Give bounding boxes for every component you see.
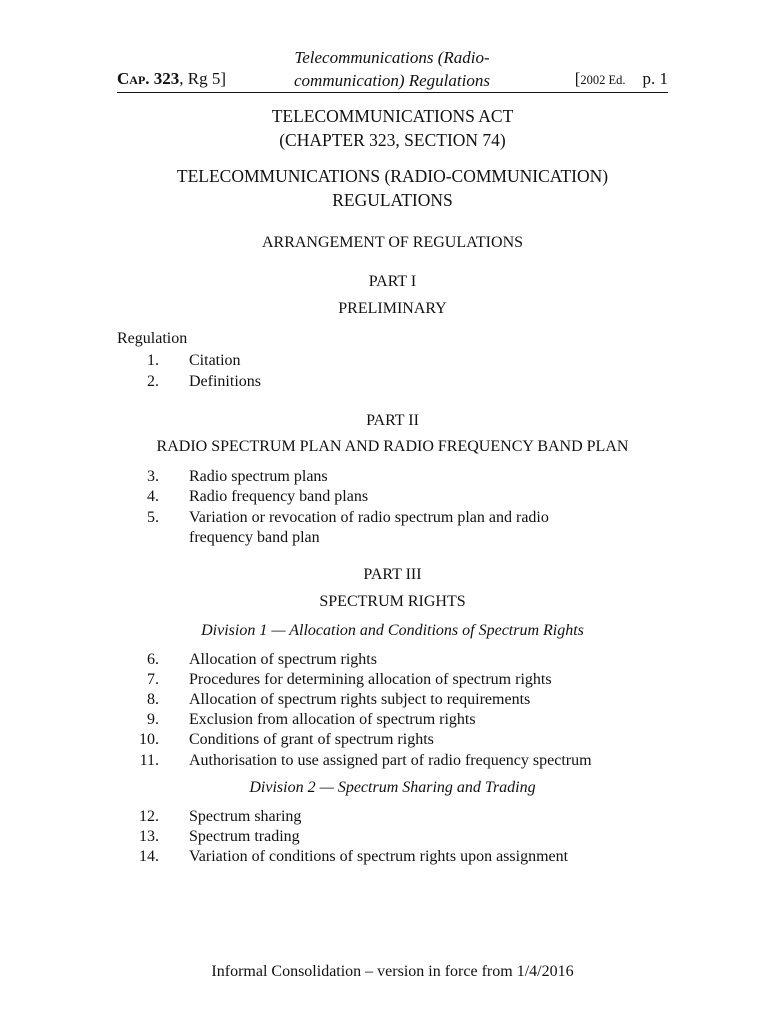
- header-page-number: p. 1: [642, 69, 668, 88]
- act-chapter: (CHAPTER 323, SECTION 74): [279, 130, 506, 150]
- division-2-title: Division 2 — Spectrum Sharing and Trading: [249, 779, 536, 796]
- part-2-heading: RADIO SPECTRUM PLAN AND RADIO FREQUENCY BAND PLAN: [156, 438, 629, 455]
- toc-item-text: Allocation of spectrum rights subject to requirements: [189, 691, 531, 708]
- header-cap-suffix: , Rg 5]: [179, 69, 227, 88]
- toc-item-text: Citation: [189, 352, 241, 369]
- header-title: [256, 46, 528, 92]
- toc-item-text: Definitions: [189, 373, 261, 390]
- toc-item-number: 13.: [139, 828, 159, 845]
- toc-item-text: Conditions of grant of spectrum rights: [189, 731, 434, 748]
- arrangement-heading: ARRANGEMENT OF REGULATIONS: [261, 234, 524, 251]
- header-cap-number: 323: [153, 69, 180, 88]
- header-edition: [575, 69, 668, 89]
- header-edition-text: 2002 Ed.: [580, 73, 626, 87]
- toc-item-number: 5.: [147, 509, 159, 526]
- header-cap-word: Cap.: [117, 69, 150, 88]
- toc-item-number: 11.: [139, 752, 159, 769]
- footer-consolidation-note: Informal Consolidation – version in force from 1/4/2016: [211, 963, 574, 980]
- division-1-title: Division 1 — Allocation and Conditions of Spectrum Rights: [201, 622, 584, 639]
- header-title-line2: communication) Regulations: [294, 71, 490, 90]
- act-title-block: [117, 104, 668, 152]
- toc-item-number: 7.: [147, 671, 159, 688]
- part-1-heading: PRELIMINARY: [338, 300, 447, 317]
- header-title-line1: Telecommunications (Radio-: [294, 48, 490, 67]
- toc-item-text: Spectrum sharing: [189, 808, 302, 825]
- toc-item-text: Variation of conditions of spectrum rights upon assignment: [189, 848, 569, 865]
- act-title: TELECOMMUNICATIONS ACT: [271, 106, 514, 126]
- part-2-label: PART II: [366, 412, 419, 429]
- header-chapter: [117, 69, 226, 89]
- regulations-title-block: [117, 164, 668, 212]
- toc-item-text: Variation or revocation of radio spectrum plan and radio frequency band plan: [189, 509, 549, 546]
- toc-item-number: 14.: [139, 848, 159, 865]
- regulation-column-label: Regulation: [117, 330, 188, 347]
- regulations-title-line2: REGULATIONS: [332, 190, 453, 210]
- header-bracket: [: [574, 69, 581, 88]
- toc-item-text: Allocation of spectrum rights: [189, 651, 377, 668]
- toc-item-number: 3.: [147, 468, 159, 485]
- toc-item-text: Exclusion from allocation of spectrum rights: [189, 711, 476, 728]
- toc-item-number: 2.: [147, 373, 159, 390]
- regulations-title-line1: TELECOMMUNICATIONS (RADIO-COMMUNICATION): [176, 166, 609, 186]
- toc-item-number: 10.: [139, 731, 159, 748]
- toc-item-number: 4.: [147, 488, 159, 505]
- toc-item-number: 9.: [147, 711, 159, 728]
- toc-item-number: 6.: [147, 651, 159, 668]
- toc-item-number: 8.: [147, 691, 159, 708]
- toc-item-number: 12.: [139, 808, 159, 825]
- toc-item-text: Authorisation to use assigned part of radio frequency spectrum: [189, 752, 592, 769]
- header-rule: [117, 92, 668, 93]
- toc-item-text: Radio spectrum plans: [189, 468, 328, 485]
- part-3-heading: SPECTRUM RIGHTS: [319, 593, 466, 610]
- toc-item-number: 1.: [147, 352, 159, 369]
- toc-item-text: Radio frequency band plans: [189, 488, 369, 505]
- toc-item-text: Spectrum trading: [189, 828, 300, 845]
- part-3-label: PART III: [363, 566, 422, 583]
- toc-item-text: Procedures for determining allocation of spectrum rights: [189, 671, 552, 688]
- part-1-label: PART I: [368, 273, 417, 290]
